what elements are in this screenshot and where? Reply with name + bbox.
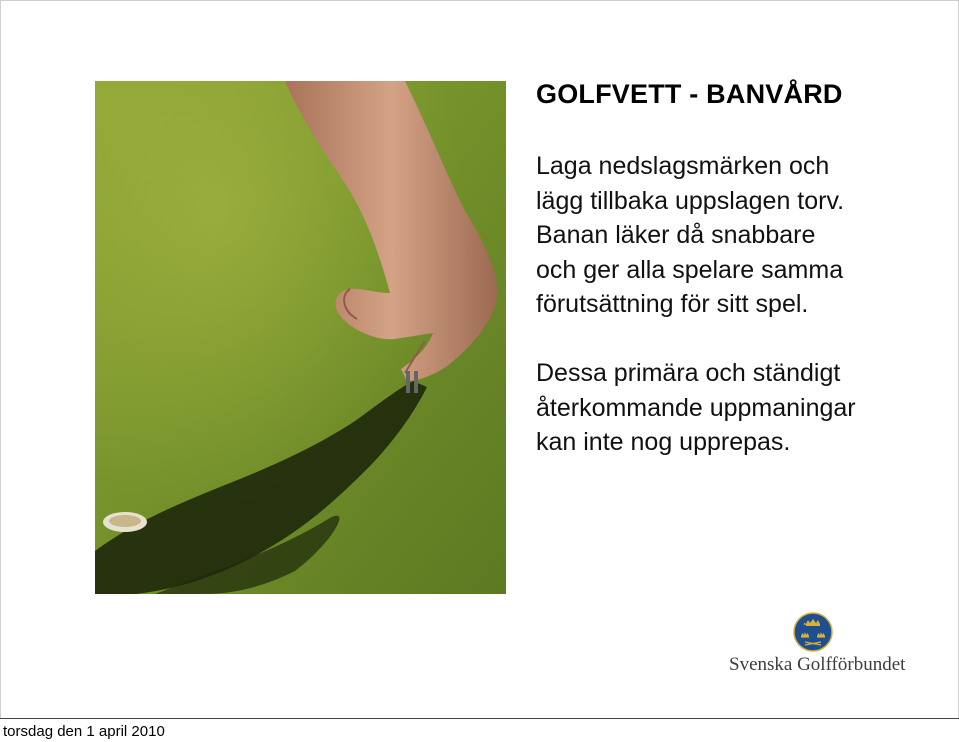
paragraph-line: förutsättning för sitt spel. (536, 290, 809, 318)
paragraph-line: lägg tillbaka uppslagen torv. (536, 186, 845, 215)
footer-date: torsdag den 1 april 2010 (3, 723, 165, 740)
golf-green-photo (95, 81, 506, 594)
paragraph-line: Banan läker då snabbare (536, 221, 816, 249)
paragraph-repair-marks (536, 149, 936, 322)
golf-green-photo-icon (95, 81, 506, 594)
paragraph-line: Laga nedslagsmärken och (536, 152, 830, 180)
paragraph-line: Dessa primära och ständigt (536, 359, 841, 387)
paragraph-line: kan inte nog upprepas. (536, 428, 791, 456)
logo-text: Svenska Golfförbundet (729, 654, 906, 675)
svenska-golfforbundet-logo (727, 612, 906, 676)
paragraph-line: återkommande uppmaningar (536, 393, 856, 422)
footer-divider (0, 718, 959, 719)
paragraph-line: och ger alla spelare samma (536, 255, 844, 284)
slide-title: GOLFVETT - BANVÅRD (536, 79, 843, 109)
paragraph-reminders (536, 356, 936, 460)
crowns-crest-icon (793, 612, 833, 652)
